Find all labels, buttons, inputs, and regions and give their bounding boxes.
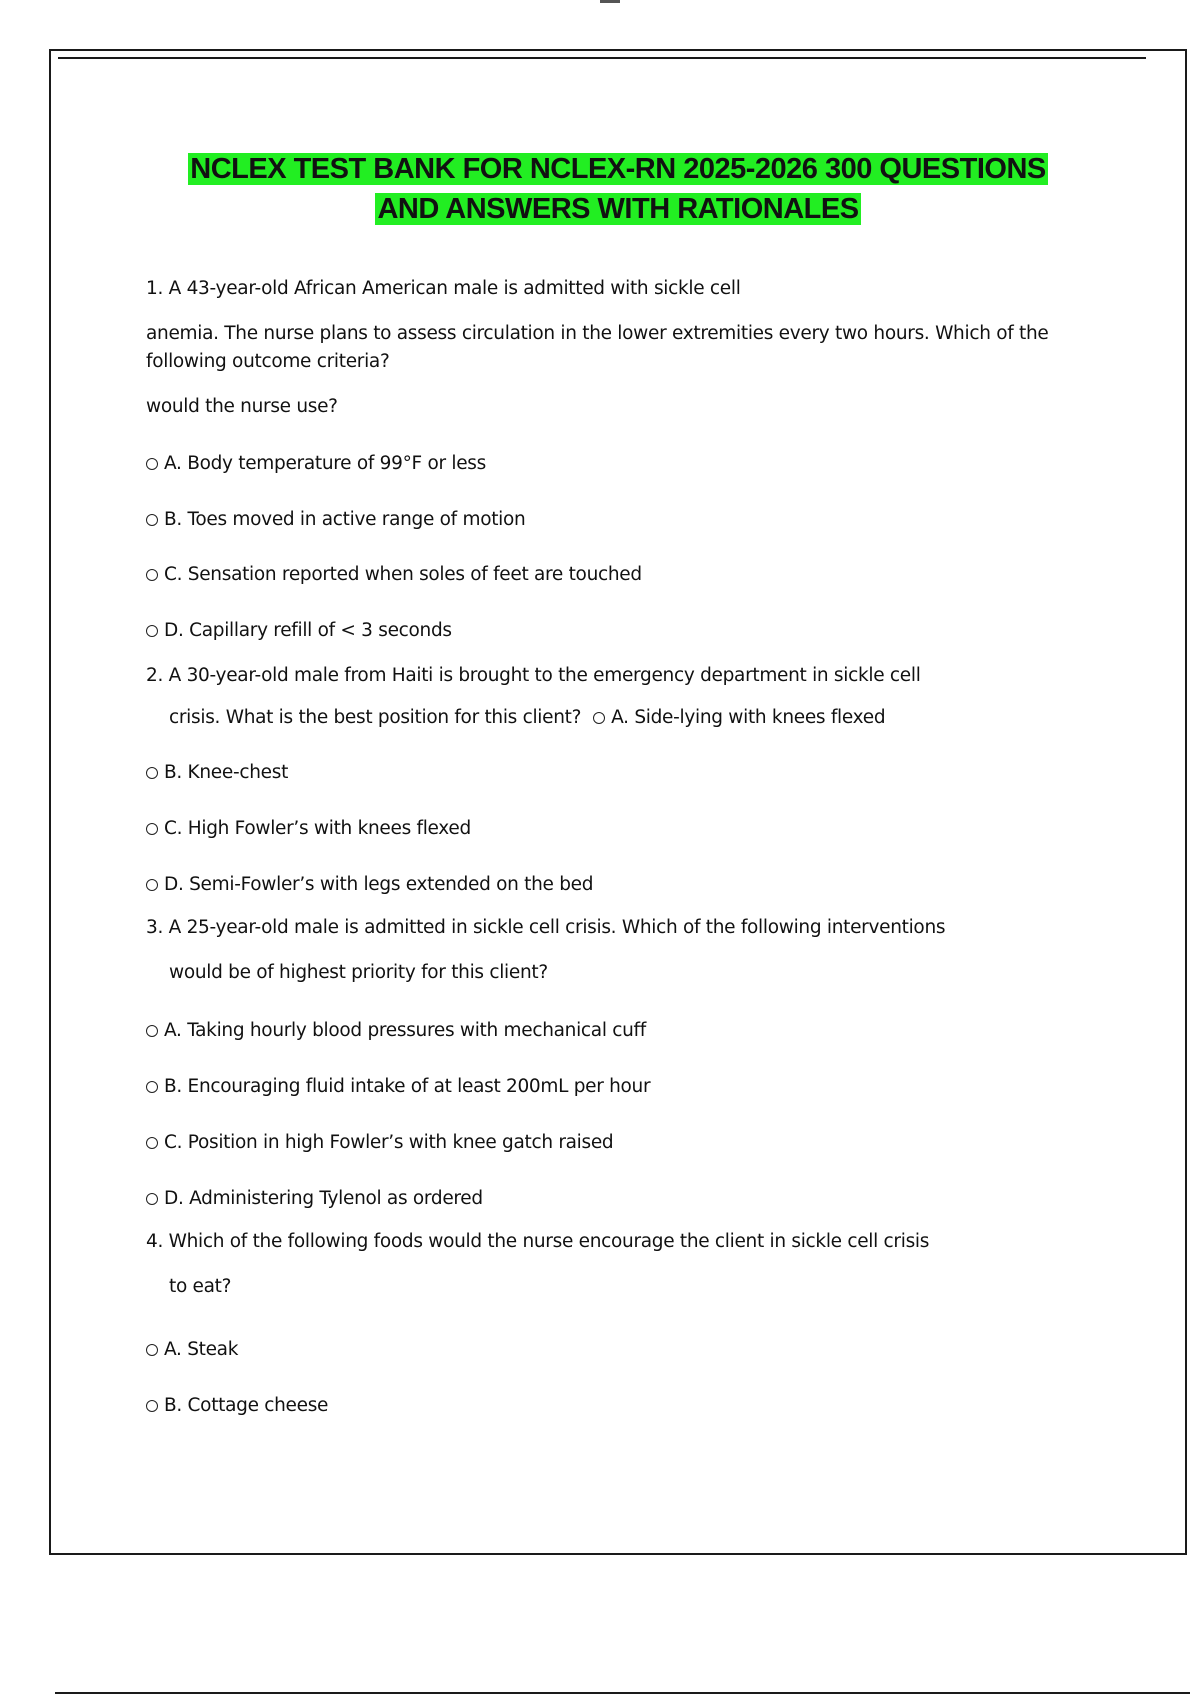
radio-icon[interactable] [146, 767, 158, 779]
question-3-line-2: would be of highest priority for this client? [169, 962, 548, 983]
question-3-line-1: 3. A 25-year-old male is admitted in sickle cell crisis. Which of the following interventions [146, 917, 946, 938]
question-4-line-1: 4. Which of the following foods would the nurse encourage the client in sickle cell crisis [146, 1231, 930, 1252]
question-3-option-d[interactable]: D. Administering Tylenol as ordered [146, 1186, 483, 1212]
radio-icon[interactable] [146, 1081, 158, 1093]
question-1-option-a[interactable]: A. Body temperature of 99°F or less [146, 451, 486, 477]
radio-icon[interactable] [146, 1193, 158, 1205]
page-frame [49, 49, 1187, 1555]
radio-icon[interactable] [593, 712, 605, 724]
document-title [51, 149, 1185, 229]
question-2-option-c[interactable]: C. High Fowler’s with knees flexed [146, 816, 471, 842]
radio-icon[interactable] [146, 625, 158, 637]
radio-icon[interactable] [146, 879, 158, 891]
radio-icon[interactable] [146, 1137, 158, 1149]
question-4-option-b[interactable]: B. Cottage cheese [146, 1393, 328, 1419]
question-1-line-3: following outcome criteria? [146, 351, 390, 372]
question-2-line-2: crisis. What is the best position for this client? A. Side-lying with knees flexed [169, 707, 886, 728]
question-1-line-2: anemia. The nurse plans to assess circulation in the lower extremities every two hours. Which of the [146, 323, 1049, 344]
top-rule [58, 57, 1146, 59]
question-1-line-4: would the nurse use? [146, 396, 338, 417]
footer-rule [55, 1692, 1190, 1694]
question-4-option-a[interactable]: A. Steak [146, 1337, 238, 1363]
title-line-1: NCLEX TEST BANK FOR NCLEX-RN 2025-2026 300 QUESTIONS [190, 153, 1046, 185]
question-3-option-c[interactable]: C. Position in high Fowler’s with knee gatch raised [146, 1130, 613, 1156]
page-top-mark [600, 0, 620, 3]
question-1-option-c[interactable]: C. Sensation reported when soles of feet are touched [146, 562, 642, 588]
question-2-option-b[interactable]: B. Knee-chest [146, 760, 288, 786]
question-1-option-d[interactable]: D. Capillary refill of < 3 seconds [146, 618, 452, 644]
radio-icon[interactable] [146, 458, 158, 470]
question-2-option-d[interactable]: D. Semi-Fowler’s with legs extended on the bed [146, 872, 593, 898]
question-2-line-1: 2. A 30-year-old male from Haiti is brought to the emergency department in sickle cell [146, 665, 921, 686]
radio-icon[interactable] [146, 1344, 158, 1356]
radio-icon[interactable] [146, 514, 158, 526]
title-line-2: AND ANSWERS WITH RATIONALES [377, 193, 859, 225]
question-1-option-b[interactable]: B. Toes moved in active range of motion [146, 507, 525, 533]
question-2-option-a[interactable]: A. Side-lying with knees flexed [581, 707, 885, 728]
radio-icon[interactable] [146, 823, 158, 835]
question-3-option-a[interactable]: A. Taking hourly blood pressures with mechanical cuff [146, 1018, 646, 1044]
radio-icon[interactable] [146, 1400, 158, 1412]
question-3-option-b[interactable]: B. Encouraging fluid intake of at least 200mL per hour [146, 1074, 650, 1100]
question-4-line-2: to eat? [169, 1276, 232, 1297]
question-1-line-1: 1. A 43-year-old African American male is admitted with sickle cell [146, 278, 741, 299]
radio-icon[interactable] [146, 1025, 158, 1037]
radio-icon[interactable] [146, 569, 158, 581]
